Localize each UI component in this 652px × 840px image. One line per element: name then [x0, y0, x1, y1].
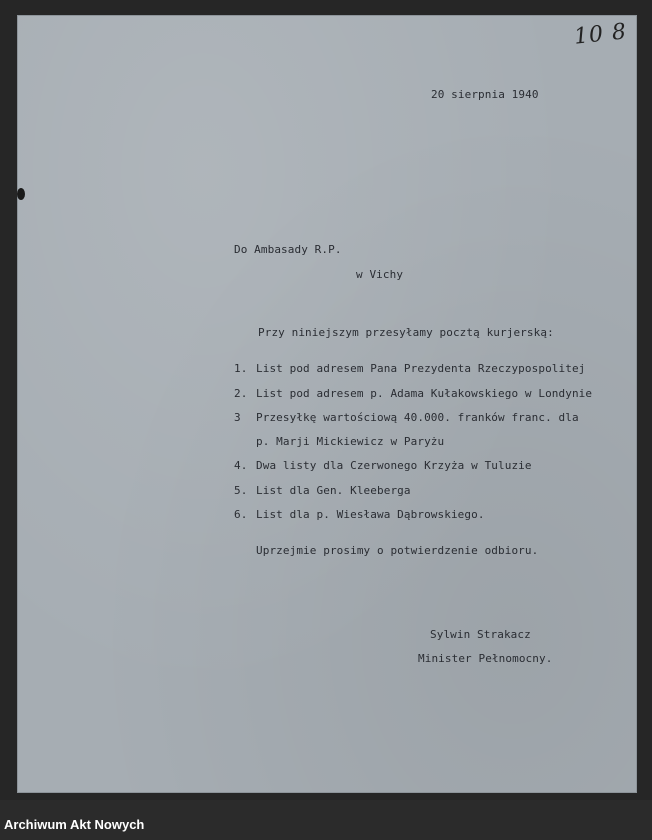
- closing-line: Uprzejmie prosimy o potwierdzenie odbioru.: [256, 544, 539, 557]
- list-item: [234, 508, 485, 521]
- punch-hole: [17, 188, 25, 200]
- item-text: List pod adresem Pana Prezydenta Rzeczypospolitej: [256, 362, 586, 375]
- item-number: 1.: [234, 362, 248, 375]
- item-number: 5.: [234, 484, 248, 497]
- list-item: [234, 387, 592, 400]
- signature-name: Sylwin Strakacz: [430, 628, 531, 641]
- list-item: [234, 435, 444, 448]
- signature-title: Minister Pełnomocny.: [418, 652, 553, 665]
- list-item: [234, 484, 411, 497]
- list-item: [234, 411, 579, 424]
- item-text: p. Marji Mickiewicz w Paryżu: [256, 435, 445, 448]
- item-number: 2.: [234, 387, 248, 400]
- document-page: [17, 15, 637, 793]
- item-number: 6.: [234, 508, 248, 521]
- item-text: List pod adresem p. Adama Kułakowskiego w Londynie: [256, 387, 593, 400]
- item-number: 4.: [234, 459, 248, 472]
- item-text: Przesyłkę wartościową 40.000. franków franc. dla: [256, 411, 579, 424]
- letter-date: 20 sierpnia 1940: [431, 88, 539, 101]
- archive-folio-mark: 10 8: [572, 19, 629, 50]
- archive-footer-label: Archiwum Akt Nowych: [4, 817, 145, 832]
- recipient-line-2: w Vichy: [356, 268, 404, 281]
- recipient-line-1: Do Ambasady R.P.: [234, 243, 342, 256]
- item-text: List dla Gen. Kleeberga: [256, 484, 411, 497]
- intro-line: Przy niniejszym przesyłamy pocztą kurjerską:: [258, 326, 554, 339]
- item-text: List dla p. Wiesława Dąbrowskiego.: [256, 508, 485, 521]
- list-item: [234, 362, 585, 375]
- archive-footer-bar: [0, 800, 652, 840]
- item-number: 3: [234, 411, 241, 424]
- list-item: [234, 459, 532, 472]
- item-text: Dwa listy dla Czerwonego Krzyża w Tuluzie: [256, 459, 532, 472]
